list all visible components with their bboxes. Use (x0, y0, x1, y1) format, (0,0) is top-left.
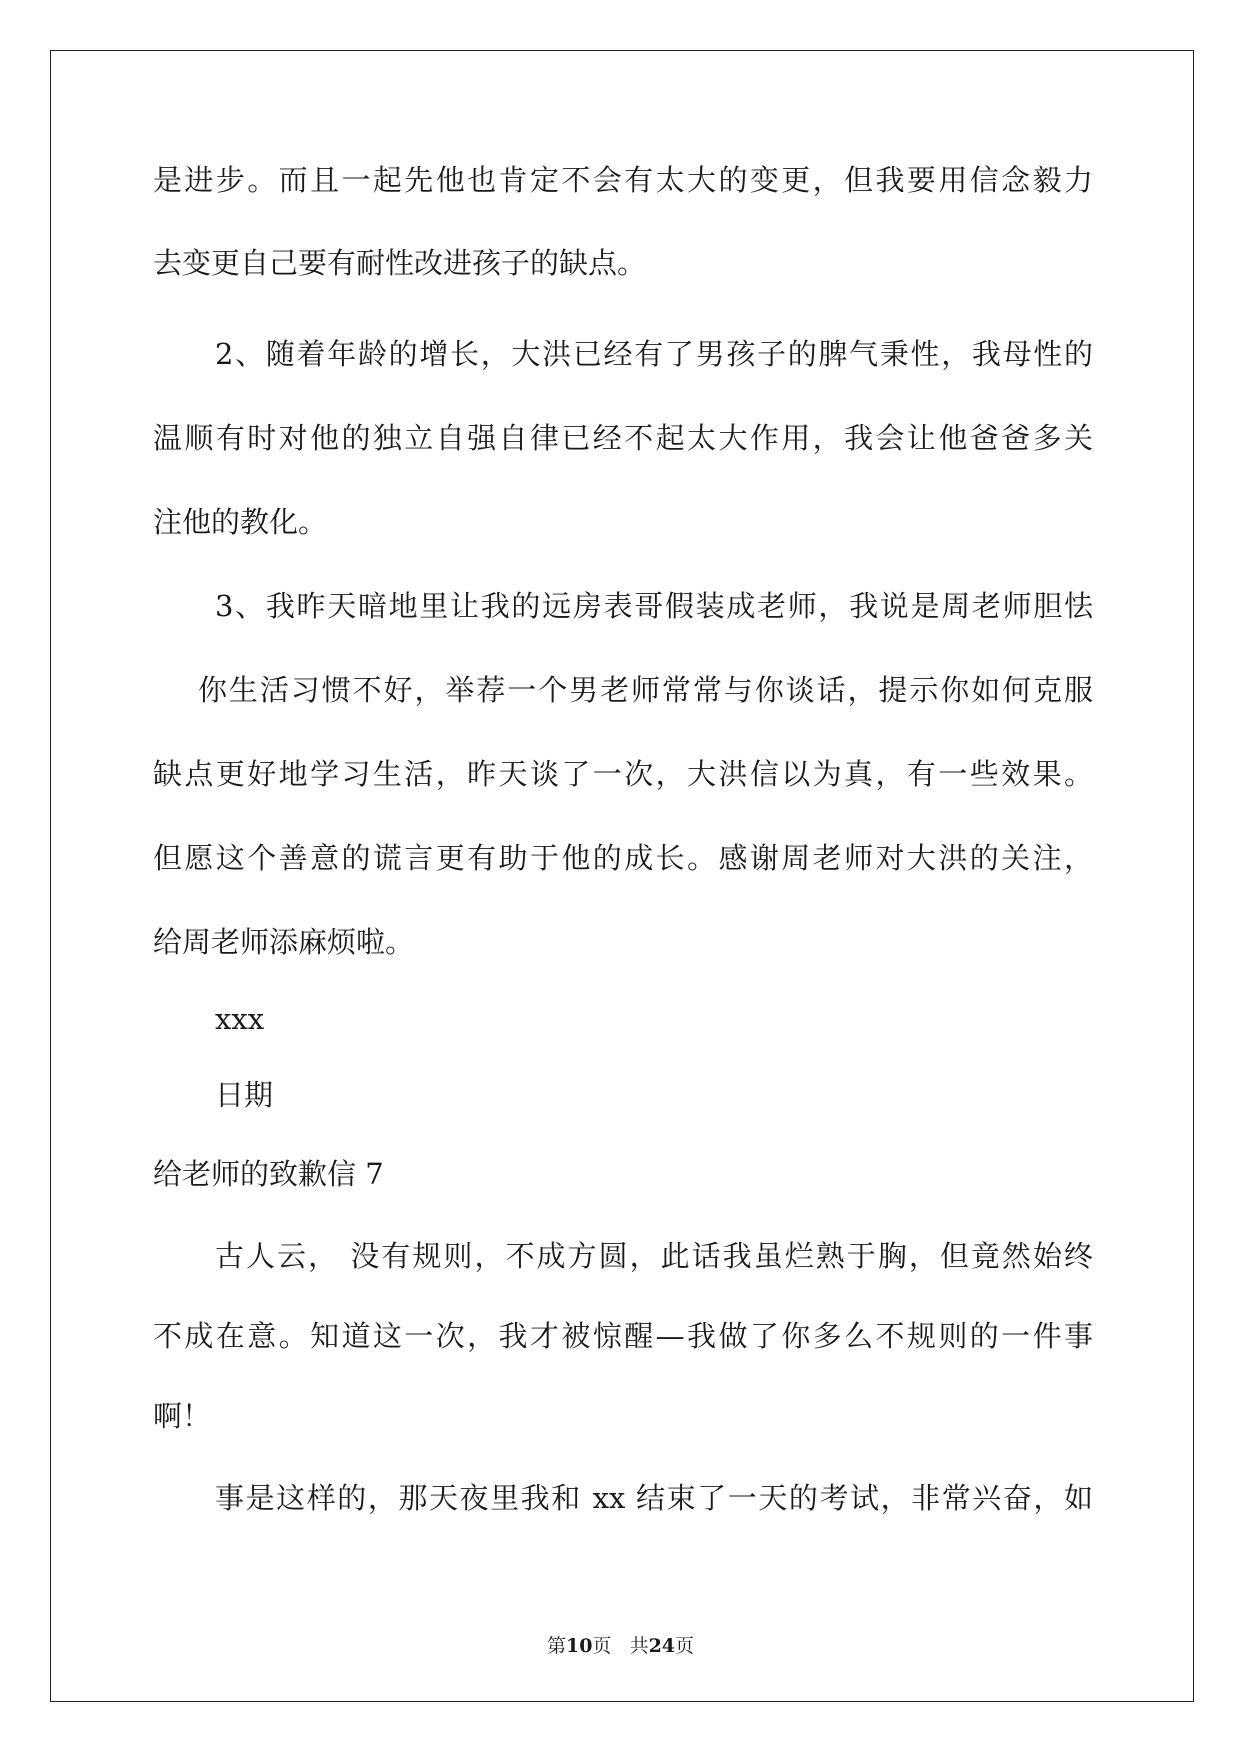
text-line: 2、随着年龄的增长，大洪已经有了男孩子的脾气秉性，我母性的 (215, 337, 1093, 371)
total-label-suffix: 页 (675, 1635, 695, 1657)
text-line: 事是这样的，那天夜里我和 xx 结束了一天的考试，非常兴奋，如 (215, 1481, 1093, 1515)
date-label: 日期 (215, 1078, 274, 1112)
page-label-prefix: 第 (546, 1635, 566, 1657)
section-title: 给老师的致歉信 7 (153, 1157, 384, 1191)
page-label-mid: 页 (592, 1635, 612, 1657)
text-line: 是进步。而且一起先他也肯定不会有太大的变更，但我要用信念毅力 (153, 163, 1093, 197)
text-line: 你生活习惯不好，举荐一个男老师常常与你谈话，提示你如何克服 (198, 673, 1093, 707)
text-line: 啊！ (153, 1399, 212, 1433)
text-line: 去变更自己要有耐性改进孩子的缺点。 (153, 246, 647, 280)
signature: xxx (215, 1002, 265, 1036)
total-pages: 24 (648, 1635, 676, 1657)
text-line: 缺点更好地学习生活，昨天谈了一次，大洪信以为真，有一些效果。 (153, 757, 1093, 791)
total-label-prefix: 共 (629, 1635, 649, 1657)
text-line: 不成在意。知道这一次，我才被惊醒—我做了你多么不规则的一件事 (153, 1319, 1093, 1353)
text-line: 3、我昨天暗地里让我的远房表哥假装成老师，我说是周老师胆怯 (215, 589, 1093, 623)
page-footer (0, 1634, 1241, 1658)
text-line: 注他的教化。 (153, 505, 328, 539)
text-line: 给周老师添麻烦啦。 (153, 925, 415, 959)
text-line: 古人云， 没有规则，不成方圆，此话我虽烂熟于胸，但竟然始终 (215, 1239, 1093, 1273)
page-number: 10 (565, 1635, 593, 1657)
text-line: 但愿这个善意的谎言更有助于他的成长。感谢周老师对大洪的关注， (153, 841, 1093, 875)
page-border (50, 50, 1194, 1702)
text-line: 温顺有时对他的独立自强自律已经不起太大作用，我会让他爸爸多关 (153, 421, 1093, 455)
